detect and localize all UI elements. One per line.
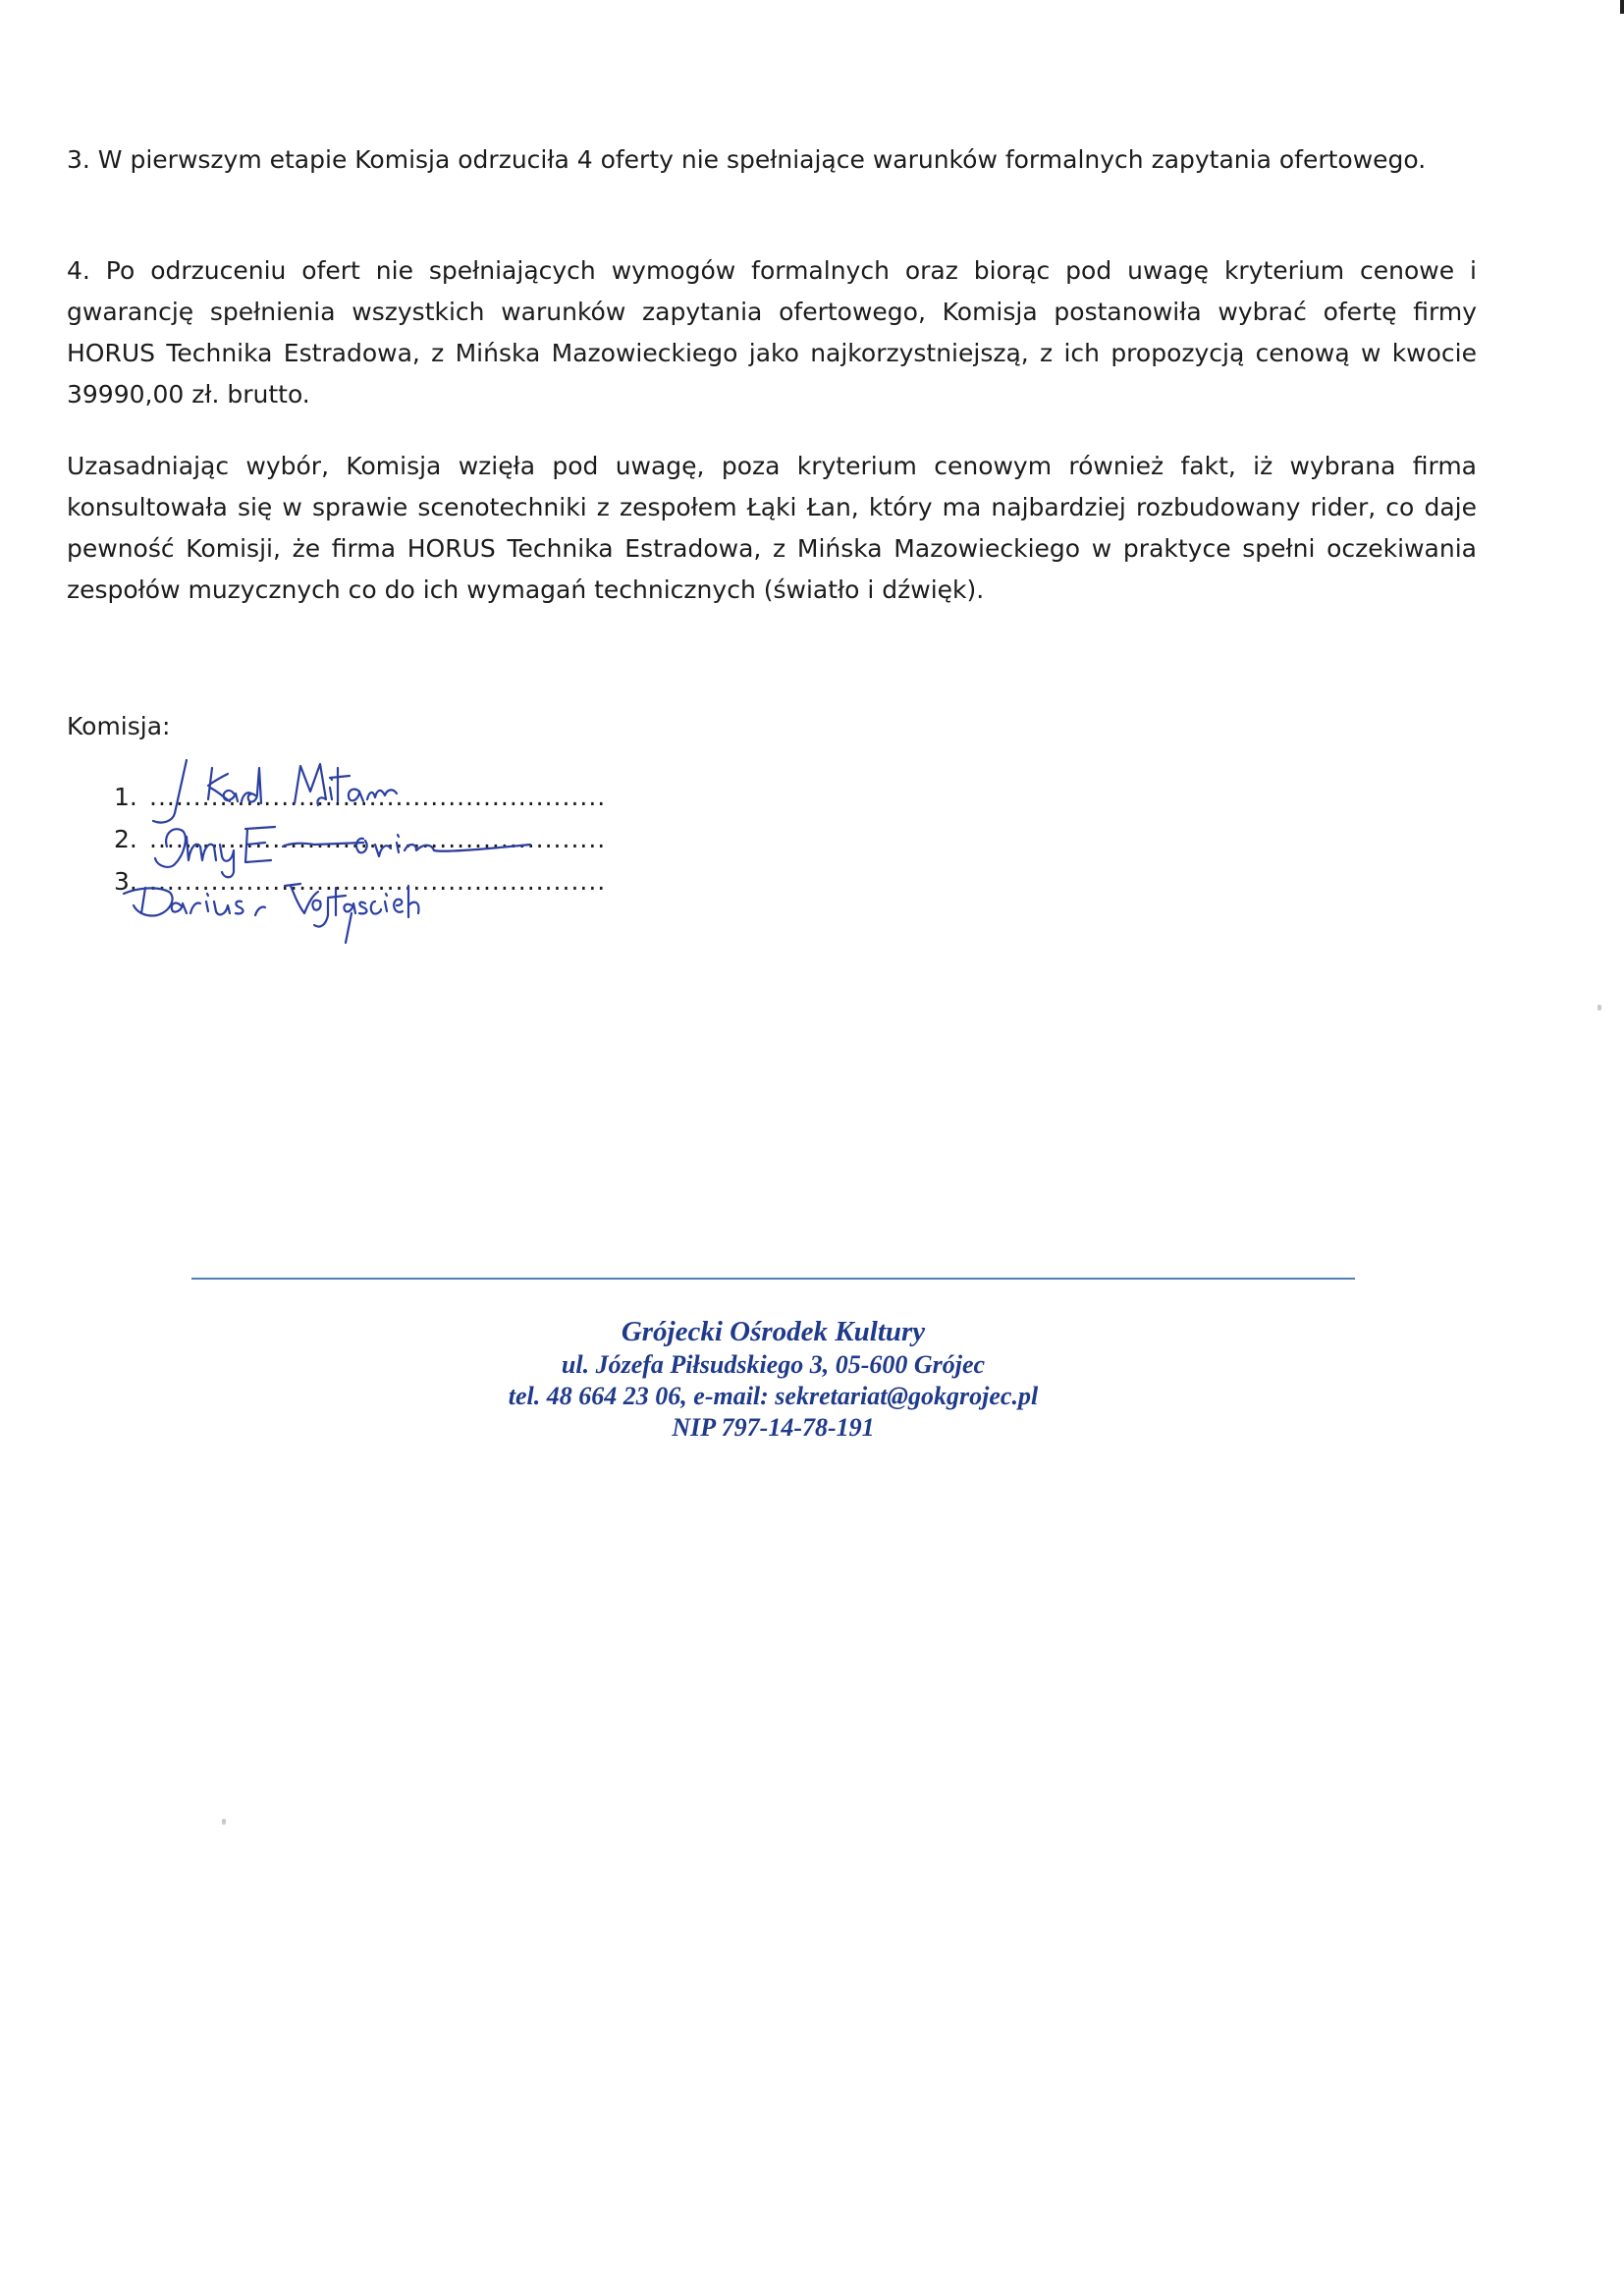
- signature-line: ....................................................: [149, 783, 607, 811]
- paragraph-3: 3. W pierwszym etapie Komisja odrzuciła 4 oferty nie spełniające warunków formalnych zapytania ofertowego.: [67, 145, 1427, 174]
- signature-2: [155, 827, 530, 877]
- paragraph-justification: Uzasadniając wybór, Komisja wzięła pod uwagę, poza kryterium cenowym również fakt, iż wybrana firma konsultowała się w sprawie scenotechniki z zespołem Łąki Łan, który ma najbardziej rozbudowany rider, co daje pewność Komisji, że firma HORUS Technika Estradowa, z Mińska Mazowieckiego w praktyce spełni oczekiwania zespołów muzycznych co do ich wymagań technicznych (światło i dźwięk).: [67, 452, 1477, 604]
- organization-contact: tel. 48 664 23 06, e-mail: sekretariat@gokgrojec.pl: [508, 1382, 1039, 1410]
- member-number: 1.: [114, 783, 137, 811]
- letterhead-footer: [191, 1314, 1355, 1444]
- member-number: 2.: [114, 825, 137, 853]
- signature-line: ....................................................: [149, 867, 607, 896]
- signature-1: [153, 760, 397, 823]
- footer-divider: [191, 1278, 1355, 1280]
- organization-name: Grójecki Ośrodek Kultury: [621, 1316, 926, 1347]
- signature-3: [124, 884, 418, 943]
- committee-label: Komisja:: [67, 712, 171, 740]
- scan-edge-mark: [1620, 0, 1624, 14]
- member-number: 3.: [114, 867, 137, 896]
- scan-speck: [222, 1819, 226, 1825]
- organization-address: ul. Józefa Piłsudskiego 3, 05-600 Grójec: [561, 1350, 986, 1379]
- paragraph-4: 4. Po odrzuceniu ofert nie spełniających wymogów formalnych oraz biorąc pod uwagę kryterium cenowe i gwarancję spełnienia wszystkich warunków zapytania ofertowego, Komisja postanowiła wybrać ofertę firmy HORUS Technika Estradowa, z Mińska Mazowieckiego jako najkorzystniejszą, z ich propozycją cenową w kwocie 39990,00 zł. brutto.: [67, 256, 1477, 409]
- organization-nip: NIP 797-14-78-191: [672, 1413, 875, 1442]
- scan-speck: [1597, 1005, 1601, 1011]
- handwritten-signatures: [118, 748, 648, 925]
- signature-line: ....................................................: [149, 825, 607, 853]
